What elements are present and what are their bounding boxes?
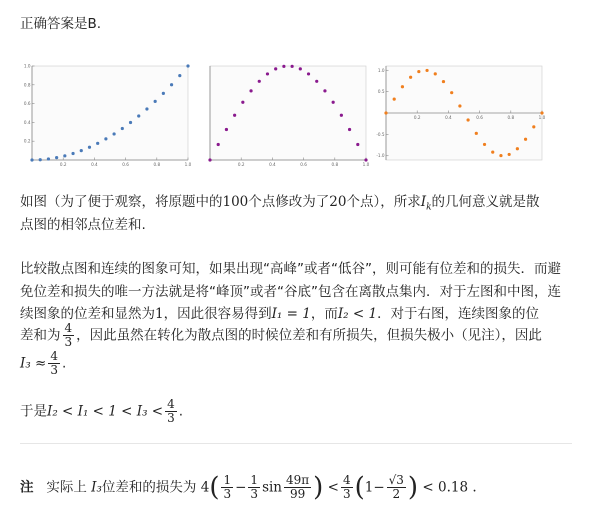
para2-line3: 续图象的位差和显然为1，因此很容易得到I₁ = 1，而I₂ < 1．对于右图，连续图象的位 [20,306,540,322]
data-point [299,67,302,70]
data-point [121,127,124,130]
data-point [178,74,181,77]
data-point [274,67,277,70]
data-point [475,132,478,135]
data-point [249,89,252,92]
data-point [55,156,58,159]
note-label: 注 [20,479,34,496]
data-point [417,70,420,73]
data-point [393,98,396,101]
para2-line5: I₃ ≈ $\frac{4}{3}$ . [20,349,67,377]
y-tick-label: 0.5 [377,89,385,95]
y-tick-label: 0.8 [23,82,31,88]
chart-right [372,58,552,170]
x-tick-label: 0.2 [413,115,421,120]
conclusion-line: 于是I₂ < I₁ < 1 < I₃ < $\frac{4}{3}$ . [20,397,184,425]
x-tick-label: 0.4 [445,115,452,120]
data-point [104,137,107,140]
y-tick-label: 1.0 [377,67,385,73]
data-point [409,76,412,79]
data-point [217,143,220,146]
data-point [434,72,437,75]
data-point [516,147,519,150]
x-tick-label: 0.6 [476,115,483,120]
data-point [266,72,269,75]
data-point [540,111,543,114]
data-point [442,80,445,83]
data-point [241,101,244,104]
data-point [401,85,404,88]
data-point [258,80,261,83]
fraction: $\frac{4}{3}$ [167,397,175,425]
x-tick-label: 0.8 [331,162,339,167]
data-point [225,128,228,131]
note-line: 注 实际上 I₃位差和的损失为 4( $\frac{1}{3}$ − $\frac{1}{3}$ sin $\frac{49\pi}{99}$ ) < $\frac{4}{3}$ (1− $\frac{√3}{2}$ ) < 0.18 . [20,472,477,503]
data-point [323,89,326,92]
y-tick-label: -1.0 [376,153,385,159]
data-point [170,83,173,86]
x-tick-label: 1.0 [538,115,546,120]
data-point [154,100,157,103]
y-tick-label: 0.6 [23,101,31,107]
plot-frame [32,66,188,160]
data-point [332,101,335,104]
plot-frame [210,66,366,160]
data-point [39,158,42,161]
para2-line1: 比较散点图和连续的图象可知，如果出现“高峰”或者“低谷”，则可能有位差和的损失．而避 [20,261,561,277]
data-point [162,92,165,95]
answer-text: 正确答案是B. [20,16,102,32]
para1-line2: 点图的相邻点位差和. [20,217,146,233]
data-point [291,65,294,68]
data-point [145,107,148,110]
data-point [63,154,66,157]
x-tick-label: 0.4 [269,162,276,167]
x-tick-label: 1.0 [362,162,370,167]
data-point [348,128,351,131]
data-point [499,154,502,157]
data-point [491,151,494,154]
x-tick-label: 0.2 [59,162,67,167]
data-point [96,142,99,145]
data-point [30,158,33,161]
para1-line1: 如图（为了便于观察，将原题中的100个点修改为了20个点），所求$I_k$的几何意义就是散 [20,194,540,213]
x-tick-label: 0.8 [153,162,161,167]
divider [20,443,572,444]
data-point [483,143,486,146]
fraction: $\frac{4}{3}$ [50,349,58,377]
y-tick-label: 0.2 [23,138,31,144]
data-point [208,158,211,161]
data-point [137,114,140,117]
x-tick-label: 0.6 [122,162,129,167]
data-point [307,72,310,75]
y-tick-label: -0.5 [376,131,385,137]
y-tick-label: 1.0 [23,63,31,69]
data-point [425,69,428,72]
para2-line4: 差和为 $\frac{4}{3}$ ，因此虽然在转化为散点图的时候位差和有所损失，但损失极小（见注），因此 [20,321,542,349]
data-point [282,65,285,68]
data-point [233,114,236,117]
x-tick-label: 0.8 [507,115,515,120]
data-point [364,158,367,161]
data-point [113,132,116,135]
data-point [532,125,535,128]
chart-middle [196,58,376,170]
data-point [88,146,91,149]
data-point [129,121,132,124]
data-point [356,143,359,146]
para2-line2: 免位差和损失的唯一方法就是将“峰顶”或者“谷底”包含在离散点集内．对于左图和中图，连 [20,284,561,300]
x-tick-label: 0.6 [300,162,307,167]
x-tick-label: 0.2 [237,162,245,167]
data-point [47,157,50,160]
data-point [71,152,74,155]
data-point [508,153,511,156]
x-tick-label: 1.0 [184,162,192,167]
data-point [450,91,453,94]
data-point [315,80,318,83]
x-tick-label: 0.4 [91,162,98,167]
y-tick-label: 0.4 [23,119,31,125]
data-point [186,64,189,67]
data-point [524,138,527,141]
data-point [80,149,83,152]
data-point [384,111,387,114]
data-point [458,104,461,107]
fraction: $\frac{4}{3}$ [64,321,73,349]
chart-left [18,58,198,170]
data-point [340,114,343,117]
data-point [467,118,470,121]
